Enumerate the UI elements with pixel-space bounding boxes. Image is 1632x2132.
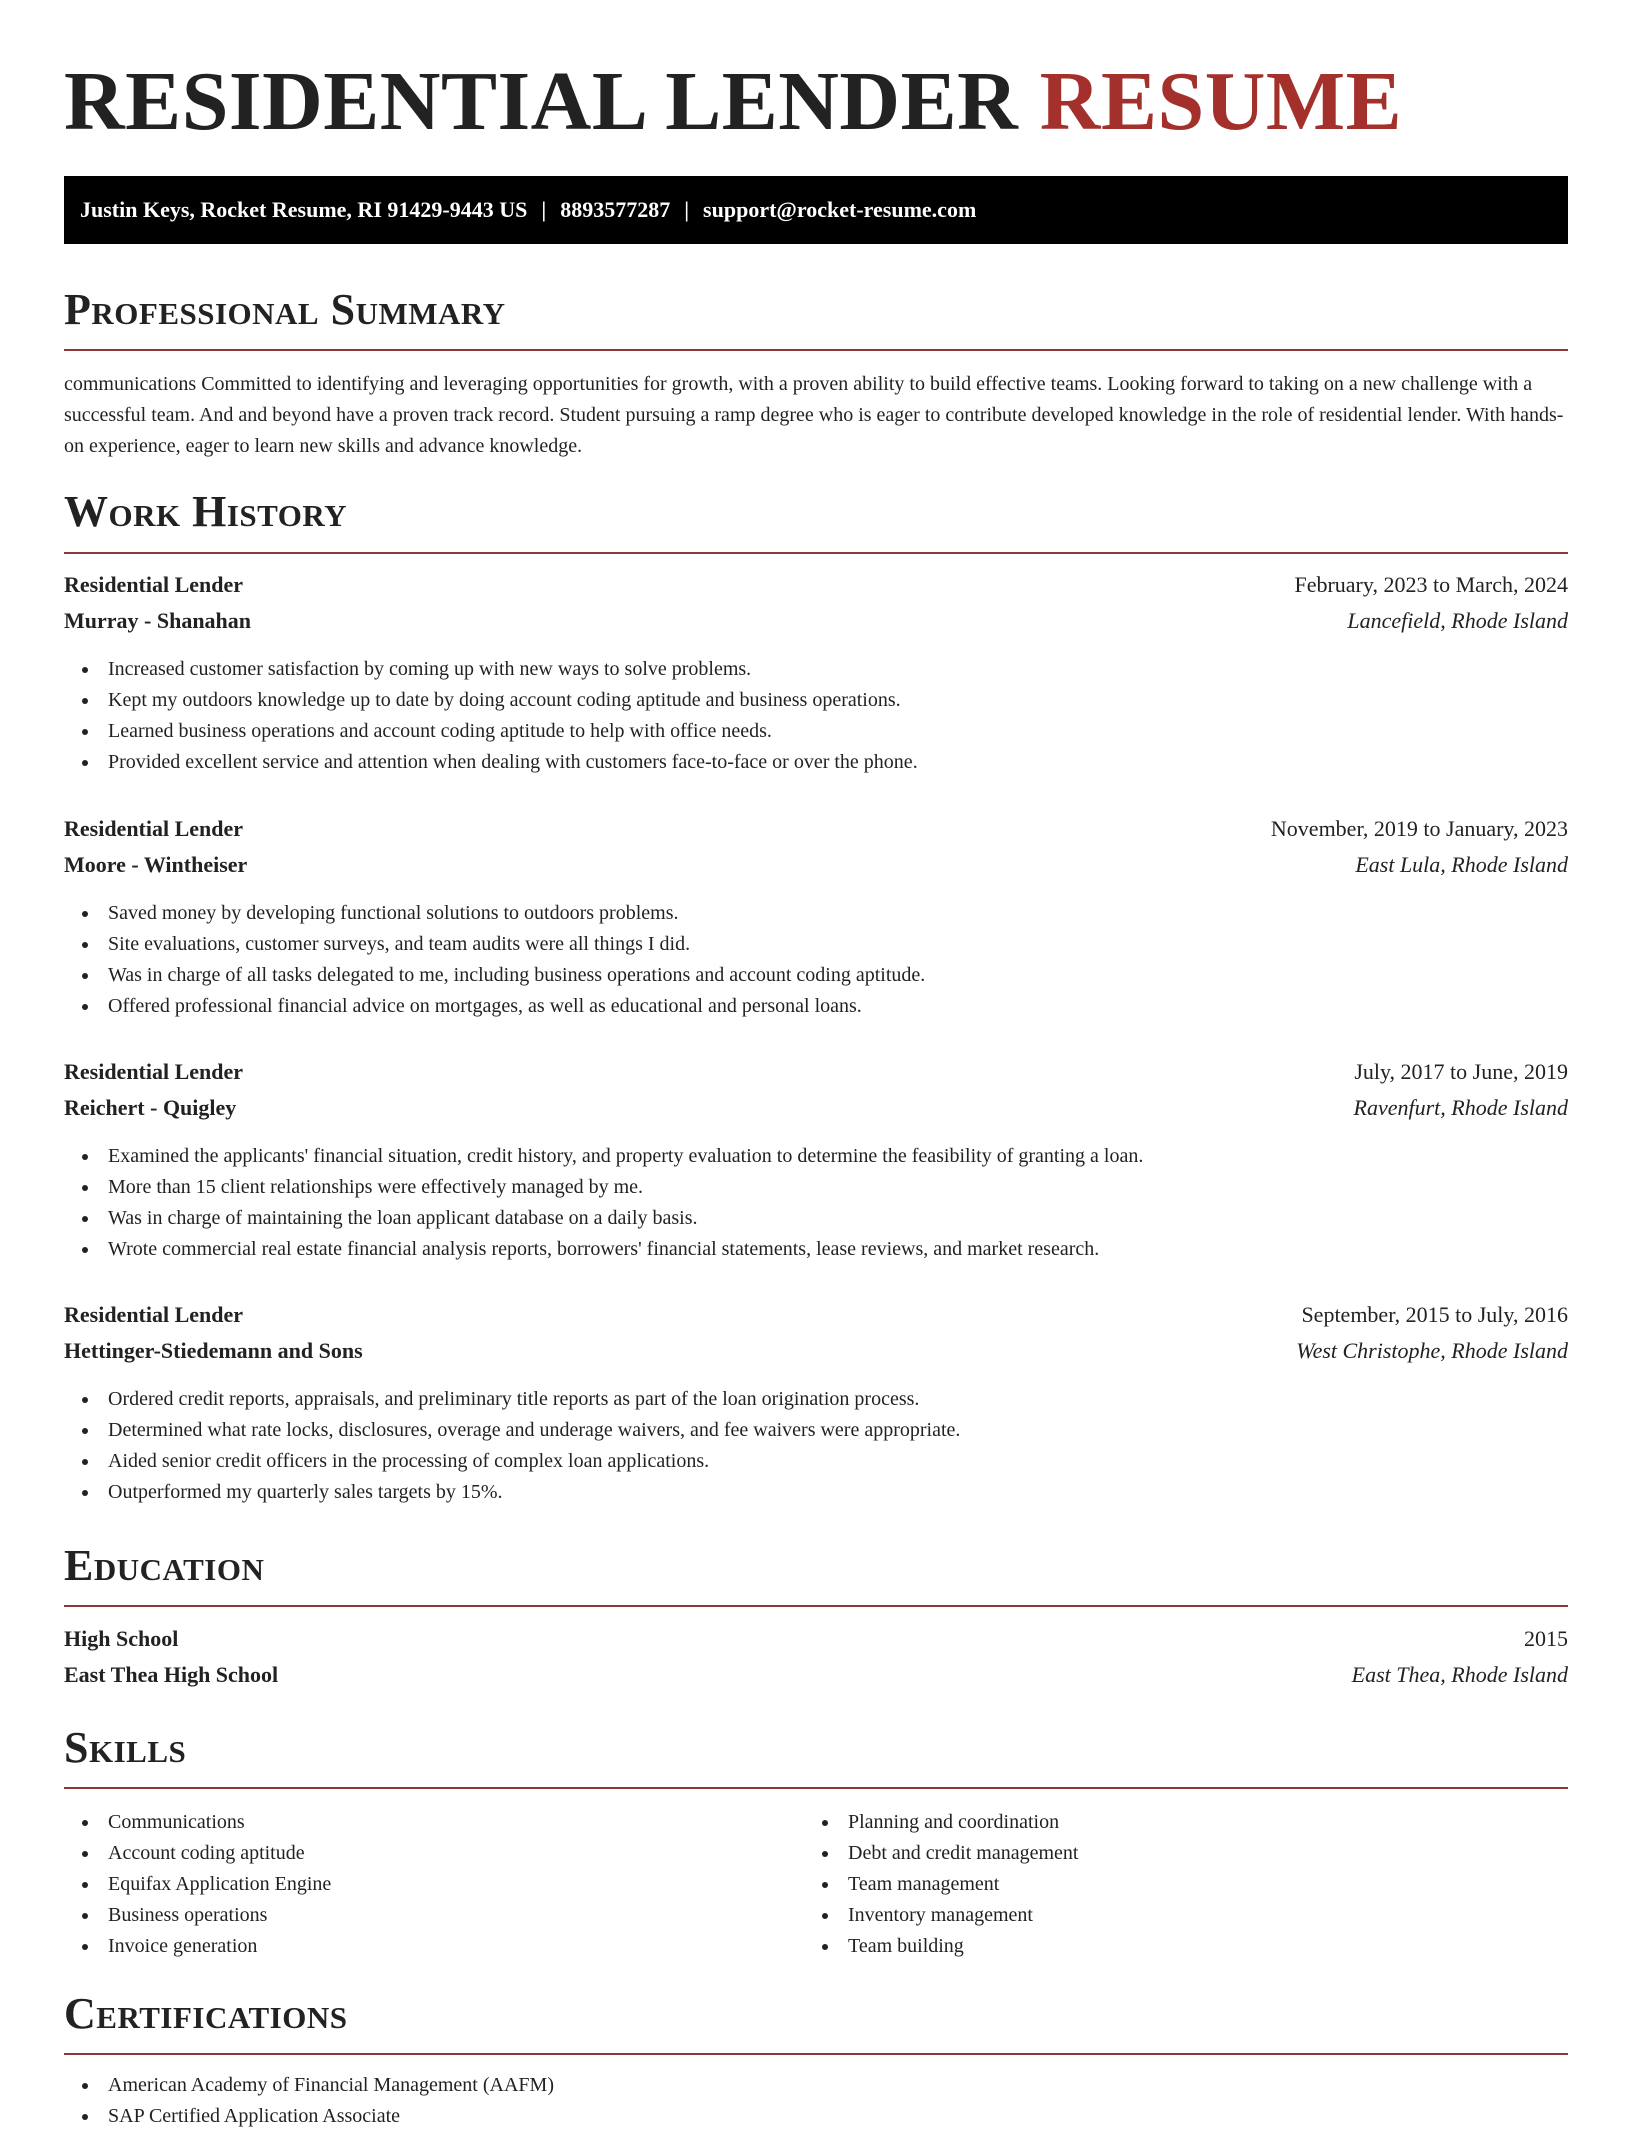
job-location: East Lula, Rhode Island <box>1355 852 1568 877</box>
summary-rule <box>64 349 1568 351</box>
skills-column-left <box>64 1807 804 1962</box>
skill-item: Inventory management <box>804 1900 1544 1931</box>
skills-heading: Skills <box>64 1723 187 1772</box>
job-entry <box>64 572 1568 778</box>
job-bullet: Provided excellent service and attention when dealing with customers face-to-face or over the phone. <box>64 747 1568 778</box>
job-bullet: Outperformed my quarterly sales targets by 15%. <box>64 1477 1568 1508</box>
job-bullet: Ordered credit reports, appraisals, and preliminary title reports as part of the loan origination process. <box>64 1384 1568 1415</box>
skill-item: Planning and coordination <box>804 1807 1544 1838</box>
job-location: Lancefield, Rhode Island <box>1347 608 1568 633</box>
skill-item: Team management <box>804 1869 1544 1900</box>
job-bullet: Determined what rate locks, disclosures, overage and underage waivers, and fee waivers were appropriate. <box>64 1415 1568 1446</box>
contact-bar <box>64 176 1568 244</box>
job-company: Hettinger-Stiedemann and Sons <box>64 1338 363 1363</box>
education-heading: Education <box>64 1541 265 1590</box>
job-bullet: More than 15 client relationships were effectively managed by me. <box>64 1172 1568 1203</box>
skill-item: Account coding aptitude <box>64 1838 804 1869</box>
contact-phone[interactable]: 8893577287 <box>560 197 671 222</box>
certification-item: American Academy of Financial Management (AAFM) <box>64 2070 1568 2101</box>
job-entry <box>64 816 1568 1022</box>
job-bullet: Wrote commercial real estate financial analysis reports, borrowers' financial statements, lease reviews, and market research. <box>64 1234 1568 1265</box>
skills-column-right <box>804 1807 1544 1962</box>
job-dates: September, 2015 to July, 2016 <box>1301 1302 1568 1327</box>
job-title: Residential Lender <box>64 1302 244 1327</box>
job-dates: July, 2017 to June, 2019 <box>1354 1059 1568 1084</box>
job-bullets <box>64 898 1568 1022</box>
education-entry <box>64 1626 1568 1698</box>
job-bullet: Kept my outdoors knowledge up to date by doing account coding aptitude and business operations. <box>64 685 1568 716</box>
job-location: West Christophe, Rhode Island <box>1296 1338 1568 1363</box>
education-location: East Thea, Rhode Island <box>1351 1662 1568 1687</box>
skills-rule <box>64 1787 1568 1789</box>
certification-item: SAP Certified Application Associate <box>64 2101 1568 2132</box>
job-title: Residential Lender <box>64 572 244 597</box>
certifications-list <box>64 2070 1568 2132</box>
job-bullet: Saved money by developing functional solutions to outdoors problems. <box>64 898 1568 929</box>
job-title: Residential Lender <box>64 1059 244 1084</box>
education-degree: High School <box>64 1626 179 1651</box>
job-bullet: Examined the applicants' financial situation, credit history, and property evaluation to determine the feasibility of granting a loan. <box>64 1141 1568 1172</box>
job-bullets <box>64 1141 1568 1265</box>
skills-list <box>64 1797 1568 1962</box>
job-bullet: Learned business operations and account coding aptitude to help with office needs. <box>64 716 1568 747</box>
job-bullet: Aided senior credit officers in the processing of complex loan applications. <box>64 1446 1568 1477</box>
job-location: Ravenfurt, Rhode Island <box>1353 1095 1568 1120</box>
job-dates: November, 2019 to January, 2023 <box>1270 816 1568 841</box>
summary-heading: Professional Summary <box>64 285 506 334</box>
job-company: Moore - Wintheiser <box>64 852 248 877</box>
certifications-heading: Certifications <box>64 1989 348 2038</box>
certifications-rule <box>64 2053 1568 2055</box>
skill-item: Communications <box>64 1807 804 1838</box>
job-dates: February, 2023 to March, 2024 <box>1294 572 1568 597</box>
resume-title <box>64 52 1402 152</box>
job-bullets <box>64 654 1568 778</box>
contact-email[interactable]: support@rocket-resume.com <box>703 197 977 222</box>
contact-address: Justin Keys, Rocket Resume, RI 91429-9443 US <box>80 197 528 222</box>
contact-separator: | <box>541 197 547 222</box>
job-title: Residential Lender <box>64 816 244 841</box>
education-rule <box>64 1605 1568 1607</box>
skill-item: Debt and credit management <box>804 1838 1544 1869</box>
job-bullets <box>64 1384 1568 1508</box>
contact-separator: | <box>684 197 690 222</box>
education-school: East Thea High School <box>64 1662 279 1687</box>
job-bullet: Offered professional financial advice on mortgages, as well as educational and personal loans. <box>64 991 1568 1022</box>
title-accent: RESUME <box>1039 55 1403 148</box>
title-main: RESIDENTIAL LENDER <box>64 55 1019 148</box>
work-rule <box>64 552 1568 554</box>
job-company: Murray - Shanahan <box>64 608 252 633</box>
job-entry <box>64 1059 1568 1265</box>
job-bullet: Was in charge of all tasks delegated to me, including business operations and account coding aptitude. <box>64 960 1568 991</box>
skill-item: Equifax Application Engine <box>64 1869 804 1900</box>
summary-text: communications Committed to identifying and leveraging opportunities for growth, with a proven ability to build effective teams. Looking forward to taking on a new challenge with a successful team. And and beyond have a proven track record. Student pursuing a ramp degree who is eager to contribute developed knowledge in the role of residential lender. With hands-on experience, eager to learn new skills and advance knowledge. <box>64 373 1564 457</box>
skill-item: Business operations <box>64 1900 804 1931</box>
job-bullet: Site evaluations, customer surveys, and team audits were all things I did. <box>64 929 1568 960</box>
skill-item: Invoice generation <box>64 1931 804 1962</box>
skill-item: Team building <box>804 1931 1544 1962</box>
job-entry <box>64 1302 1568 1508</box>
work-heading: Work History <box>64 487 348 536</box>
education-year: 2015 <box>1524 1626 1568 1651</box>
job-company: Reichert - Quigley <box>64 1095 237 1120</box>
job-bullet: Increased customer satisfaction by coming up with new ways to solve problems. <box>64 654 1568 685</box>
job-bullet: Was in charge of maintaining the loan applicant database on a daily basis. <box>64 1203 1568 1234</box>
